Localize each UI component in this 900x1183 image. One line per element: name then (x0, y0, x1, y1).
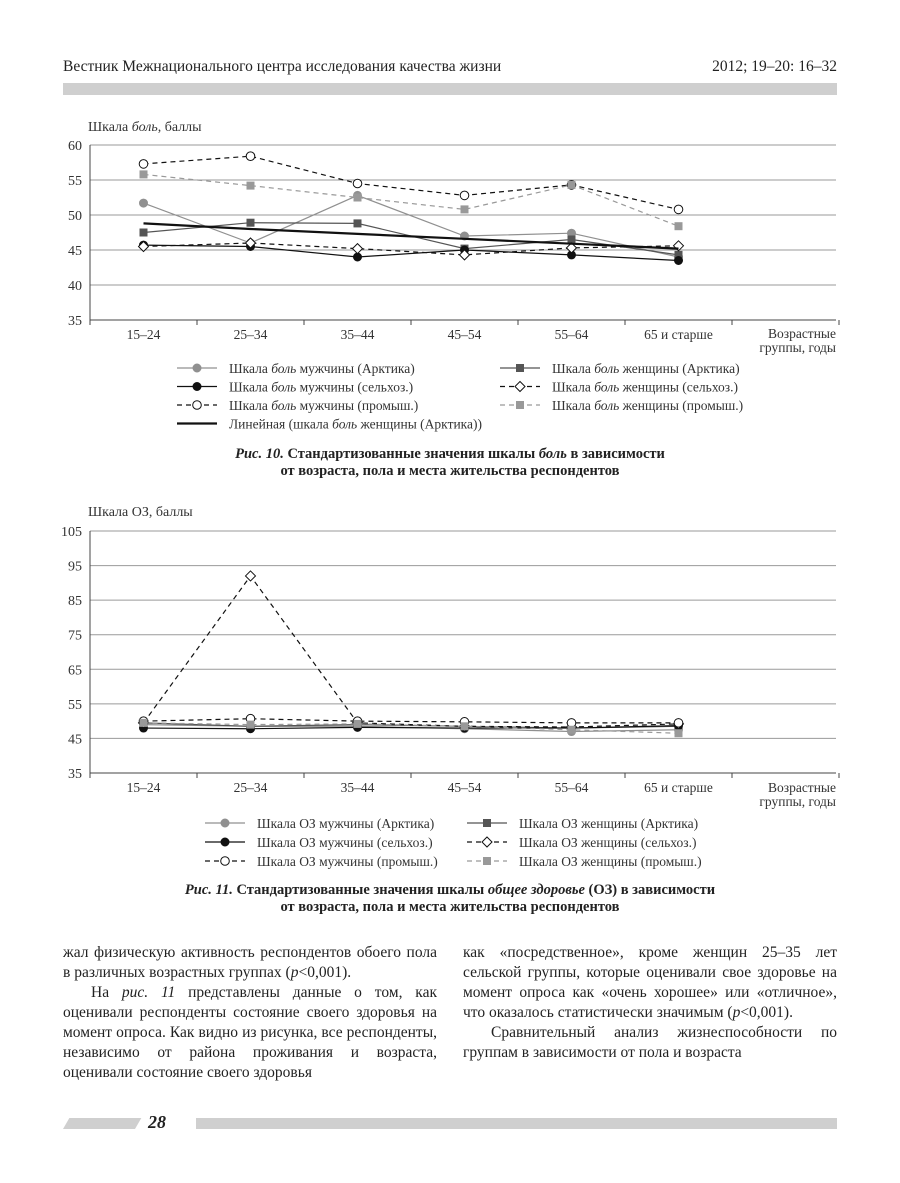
fig10-ytick-label: 50 (68, 209, 82, 224)
fig10-legend-label: Шкала боль женщины (Арктика) (552, 361, 740, 376)
figure-11-xlabel-line2: группы, годы (759, 794, 836, 809)
figure-10-caption-line2: от возраста, пола и места жительства респондентов (280, 463, 620, 479)
fig11-xtick-label: 65 и старше (644, 780, 713, 795)
right-column (463, 943, 837, 1063)
fig11-legend-marker (483, 857, 491, 865)
fig10-legend-label: Шкала боль мужчины (Арктика) (229, 361, 415, 376)
fig10-ytick-label: 35 (68, 314, 82, 329)
figure-10-caption-line1: Рис. 10. Стандартизованные значения шкалы боль в зависимости (235, 446, 665, 462)
fig11-legend-marker (221, 857, 230, 866)
figure-10-number: Рис. 10. (235, 446, 284, 462)
fig11-data-point (246, 571, 256, 581)
fig10-legend-label: Шкала боль мужчины (сельхоз.) (229, 379, 414, 395)
footer-rule-left (63, 1118, 141, 1129)
fig11-xtick-label: 35–44 (340, 780, 375, 795)
journal-title: Вестник Межнационального центра исследования качества жизни (63, 58, 502, 75)
figure-10-xlabel-line2: группы, годы (759, 340, 836, 355)
fig11-legend-marker (483, 819, 491, 827)
fig11-xtick-label: 15–24 (126, 780, 161, 795)
fig11-legend-label: Шкала ОЗ мужчины (Арктика) (257, 816, 435, 831)
fig11-ytick-label: 65 (68, 663, 82, 679)
fig11-legend-label: Шкала ОЗ женщины (Арктика) (519, 816, 699, 831)
fig11-series-1 (140, 719, 683, 732)
fig10-legend-label: Шкала боль мужчины (промыш.) (229, 398, 419, 413)
fig11-xtick-label: 45–54 (447, 780, 482, 795)
figure-11-caption-line1: Рис. 11. Стандартизованные значения шкалы общее здоровье (ОЗ) в зависимости (184, 882, 716, 898)
fig11-legend-label: Шкала ОЗ женщины (промыш.) (519, 854, 702, 869)
fig10-xtick-label: 15–24 (126, 327, 161, 342)
fig11-ytick-label: 85 (68, 594, 82, 610)
fig11-ytick-label: 45 (68, 732, 82, 748)
figure-11-caption-line2: от возраста, пола и места жительства респондентов (280, 899, 620, 915)
fig11-xtick-label: 55–64 (554, 780, 589, 795)
figure-10-xlabel-line1: Возрастные (767, 326, 836, 341)
page-number: 28 (148, 1112, 166, 1132)
fig11-data-point (461, 722, 469, 730)
fig11-legend-item (467, 835, 696, 850)
right-paragraph-1: как «посредственное», кроме женщин 25–35 лет сельской группы, которые оценивали свое здоровье на момент опроса как «очень хорошее» или «отличное», что оказалось статистически значимым (р<0,001). (463, 944, 837, 1021)
fig11-legend-item (467, 816, 698, 831)
fig11-legend-marker (482, 837, 492, 847)
fig11-data-point (568, 726, 576, 734)
fig11-legend-label: Шкала ОЗ мужчины (сельхоз.) (257, 835, 433, 850)
fig10-legend-label: Шкала боль женщины (промыш.) (552, 398, 744, 413)
figure-10-ylabel: Шкала боль, баллы (88, 120, 202, 135)
fig10-xtick-label: 35–44 (340, 327, 375, 342)
fig11-series-3 (139, 571, 684, 732)
fig11-ytick-label: 75 (68, 628, 82, 644)
figure-11-ylabel: Шкала ОЗ, баллы (88, 505, 193, 520)
fig11-ytick-label: 35 (68, 767, 82, 782)
left-column (63, 943, 437, 1083)
fig11-series-line (144, 719, 679, 723)
fig11-legend-item (205, 854, 438, 869)
issue-info: 2012; 19–20: 16–32 (712, 58, 837, 75)
figure-11-xlabel-line1: Возрастные (767, 780, 836, 795)
fig11-legend-label: Шкала ОЗ мужчины (промыш.) (257, 854, 438, 869)
left-paragraph-1: жал физическую активность респондентов обоего пола в различных возрастных группах (р<0,001). (63, 944, 437, 981)
fig11-legend-item (205, 835, 433, 850)
fig11-data-point (354, 720, 362, 728)
fig10-legend-label: Шкала боль женщины (сельхоз.) (552, 379, 739, 395)
fig10-xtick-label: 55–64 (554, 327, 589, 342)
fig11-data-point (140, 719, 148, 727)
figure-11-number: Рис. 11. (184, 882, 233, 898)
figure-11-caption (0, 882, 900, 916)
fig11-data-point (674, 719, 683, 728)
footer-rule-right (196, 1118, 837, 1129)
fig10-ytick-label: 40 (68, 279, 82, 294)
fig10-ytick-label: 55 (68, 174, 82, 189)
fig11-legend-label: Шкала ОЗ женщины (сельхоз.) (519, 835, 697, 850)
fig10-xtick-label: 25–34 (233, 327, 268, 342)
fig10-xtick-label: 45–54 (447, 327, 482, 342)
fig11-legend-marker (221, 838, 229, 846)
left-paragraph-2: На рис. 11 представлены данные о том, как оценивали респонденты состояние своего здоровья на момент опроса. Как видно из рисунка, все респонденты, независимо от района проживания и возраста, оценивали состояние своего здоровья (63, 984, 437, 1081)
fig11-legend-item (467, 854, 702, 869)
right-paragraph-2: Сравнительный анализ жизнеспособности по группам в зависимости от пола и возраста (463, 1024, 837, 1061)
fig10-ytick-label: 60 (68, 139, 82, 154)
fig10-xtick-label: 65 и старше (644, 327, 713, 342)
fig11-data-point (675, 729, 683, 737)
fig11-series-line (144, 576, 679, 727)
fig11-ytick-label: 55 (68, 697, 82, 713)
fig11-ytick-label: 95 (68, 559, 82, 575)
fig10-ytick-label: 45 (68, 244, 82, 259)
fig11-legend-marker (221, 819, 229, 827)
fig10-legend-label: Линейная (шкала боль женщины (Арктика)) (229, 416, 483, 432)
fig11-data-point (247, 721, 255, 729)
fig11-xtick-label: 25–34 (233, 780, 268, 795)
fig11-ytick-label: 105 (61, 525, 82, 540)
fig11-legend-item (205, 816, 434, 831)
